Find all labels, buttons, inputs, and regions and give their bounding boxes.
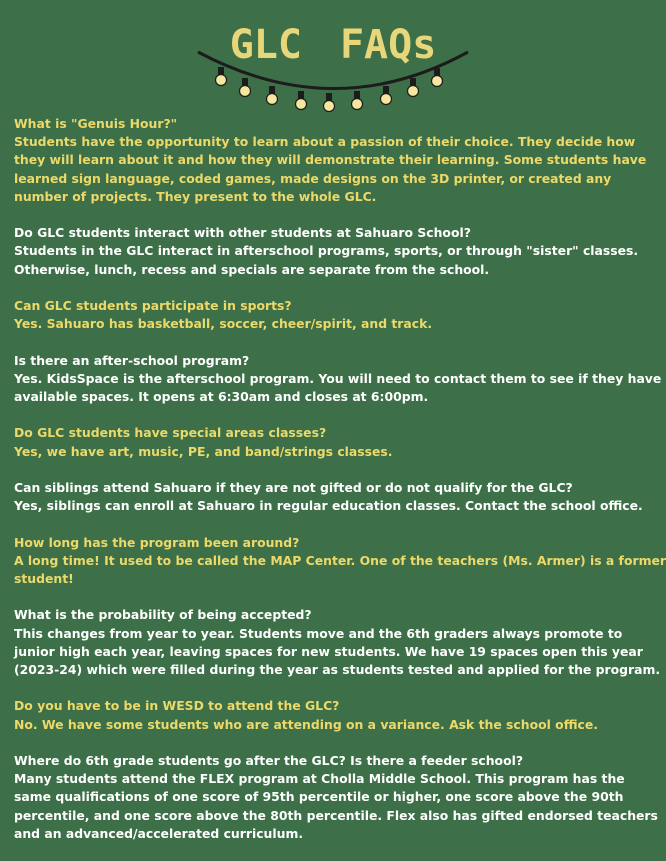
- faq-answer: This changes from year to year. Students move and the 6th graders always promote to junior high each year, leaving spaces for new students. We have 19 spaces open this year (2023-24) which were filled during the year as students tested and applied for the program.: [14, 625, 661, 677]
- faq-answer: Yes, siblings can enroll at Sahuaro in regular education classes. Contact the school office.: [14, 498, 643, 514]
- faq-item: [14, 697, 666, 733]
- faq-question: What is the probability of being accepted?: [14, 607, 312, 623]
- bulb-icon: [296, 99, 307, 110]
- faq-question: Can GLC students participate in sports?: [14, 298, 292, 313]
- faq-question: Where do 6th grade students go after the GLC? Is there a feeder school?: [14, 752, 524, 768]
- faq-item: [14, 115, 666, 206]
- faq-item: [14, 352, 666, 407]
- faq-item: [14, 224, 666, 279]
- bulb-icon: [408, 86, 419, 97]
- faq-answer: Students have the opportunity to learn about a passion of their choice. They decide how they will learn about it and how they will demonstrate their learning. Some students have learned sign language, coded games, made designs on the 3D printer, or created any number of projects. They present to the whole GLC.: [14, 134, 647, 204]
- faq-question: What is "Genuis Hour?": [14, 116, 178, 131]
- bulb-icon: [381, 94, 392, 105]
- bulb-icon: [324, 101, 335, 112]
- faq-answer: Yes, we have art, music, PE, and band/strings classes.: [14, 443, 393, 459]
- title-faqs: FAQs: [339, 22, 437, 68]
- bulb-icon: [216, 75, 227, 86]
- faq-item: [14, 297, 666, 333]
- faq-question: How long has the program been around?: [14, 534, 300, 550]
- faq-item: [14, 752, 666, 843]
- faq-item: [14, 479, 666, 515]
- bulb-sockets: [218, 67, 440, 101]
- faq-answer: Yes. Sahuaro has basketball, soccer, cheer/spirit, and track.: [14, 316, 433, 332]
- faq-answer: No. We have some students who are attending on a variance. Ask the school office.: [14, 716, 598, 732]
- faq-answer: Yes. KidsSpace is the afterschool program. You will need to contact them to see if they have available spaces. It opens at 6:30am and closes at 6:00pm.: [14, 370, 662, 404]
- title-glc: GLC: [229, 22, 302, 68]
- faq-answer: Students in the GLC interact in afterschool programs, sports, or through "sister" classes. Otherwise, lunch, recess and specials are separate from the school.: [14, 243, 639, 277]
- bulb-icon: [432, 76, 443, 87]
- bulb-icon: [352, 99, 363, 110]
- faq-question: Do GLC students interact with other students at Sahuaro School?: [14, 225, 471, 241]
- faq-answer: Many students attend the FLEX program at Cholla Middle School. This program has the same qualifications of one score of 95th percentile or higher, one score above the 90th percentile, and one score above the 80th percentile. Flex also has gifted endorsed teachers and an advanced/accelerated curriculum.: [14, 771, 658, 841]
- faq-answer: A long time! It used to be called the MAP Center. One of the teachers (Ms. Armer) is a former student!: [14, 552, 666, 586]
- faq-question: Do GLC students have special areas classes?: [14, 425, 327, 441]
- string-lights-decoration: [190, 40, 480, 120]
- faq-question: Can siblings attend Sahuaro if they are not gifted or do not qualify for the GLC?: [14, 479, 573, 495]
- faq-question: Is there an after-school program?: [14, 352, 250, 368]
- faq-question: Do you have to be in WESD to attend the GLC?: [14, 698, 340, 714]
- bulb-icon: [240, 86, 251, 97]
- light-string: [198, 52, 468, 89]
- faq-list: [14, 115, 666, 861]
- faq-item: [14, 424, 666, 460]
- bulb-icon: [267, 94, 278, 105]
- faq-item: [14, 534, 666, 589]
- faq-item: [14, 606, 666, 679]
